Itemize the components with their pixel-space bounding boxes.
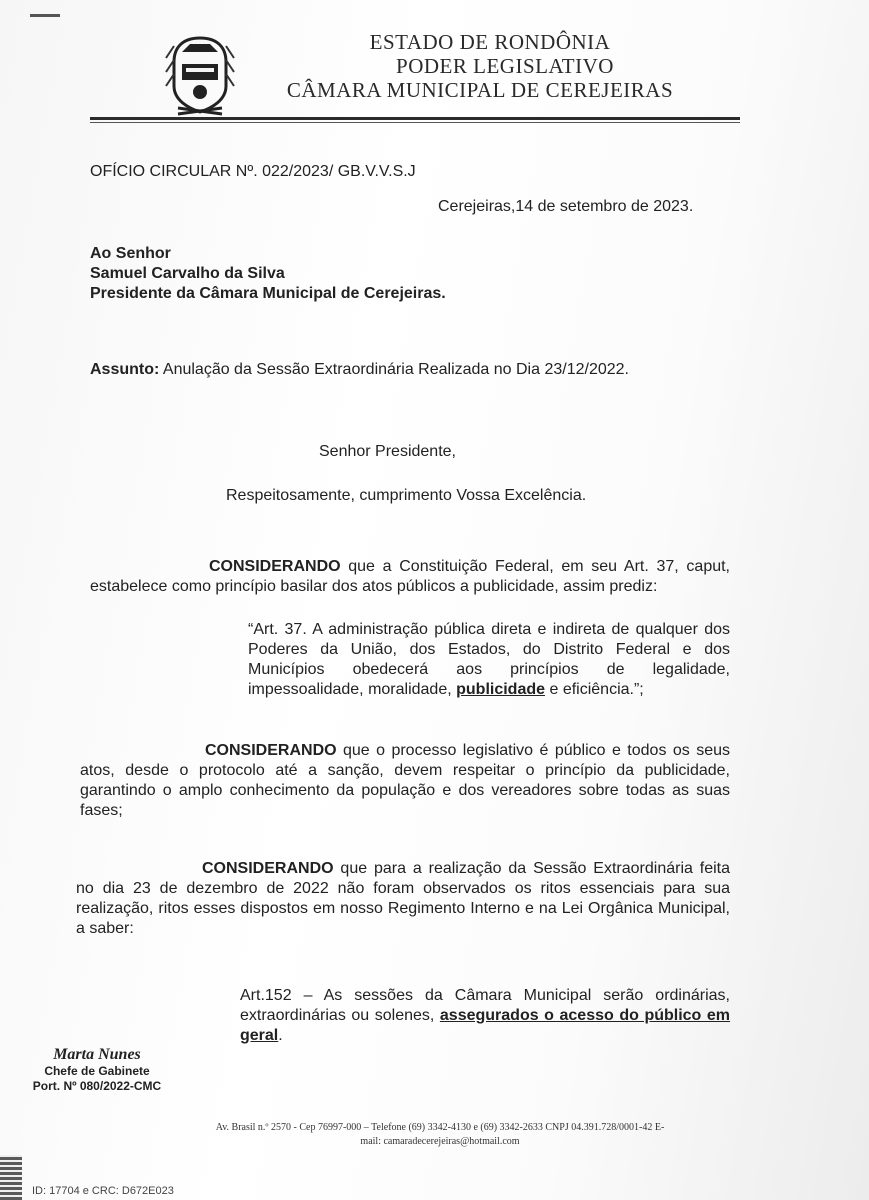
greeting: Respeitosamente, cumprimento Vossa Excelência.: [226, 487, 587, 504]
header-rule: [90, 117, 740, 120]
qr-code-icon: [0, 1155, 22, 1200]
subject-label: Assunto:: [90, 361, 160, 378]
quote-art-37: [248, 620, 730, 700]
recipient-title: Presidente da Câmara Municipal de Cerejeiras.: [90, 285, 446, 302]
scan-mark: [30, 14, 60, 17]
paragraph-2-text: que o processo legislativo é público e todos os seus atos, desde o protocolo até a sanção, devem respeitar o princípio da publicidade, garantindo o amplo conhecimento da população e dos vereadores sobre todas as suas fases;: [80, 742, 730, 819]
recipient-name: Samuel Carvalho da Silva: [90, 265, 285, 282]
signature-portaria: Port. Nº 080/2022-CMC: [32, 1079, 162, 1093]
signature-role: Chefe de Gabinete: [44, 1064, 150, 1078]
paragraph-1-text: que a Constituição Federal, em seu Art. 37, caput, estabelece como princípio basilar dos atos públicos a publicidade, assim prediz:: [90, 558, 730, 595]
coat-of-arms-icon: [160, 28, 240, 116]
considerando-paragraph-3: [76, 859, 730, 939]
paragraph-3-text: que para a realização da Sessão Extraordinária feita no dia 23 de dezembro de 2022 não foram observados os ritos essenciais para sua realização, ritos esses dispostos em nosso Regimento Interno e na Lei Orgânica Municipal, a saber:: [76, 860, 730, 937]
quote-2-emphasis: assegurados o acesso do público em geral: [240, 1007, 731, 1044]
recipient-line1: Ao Senhor: [90, 245, 171, 262]
signature-stamp: [12, 1046, 182, 1094]
subject-text: Anulação da Sessão Extraordinária Realizada no Dia 23/12/2022.: [159, 361, 629, 378]
quote-art-152: [240, 986, 730, 1046]
quote-2-end: .: [278, 1027, 283, 1044]
considerando-label: CONSIDERANDO: [209, 558, 341, 575]
letterhead: [250, 30, 730, 102]
quote-1-end: e eficiência.”;: [545, 681, 644, 698]
considerando-paragraph-2: [80, 741, 730, 821]
place-date: Cerejeiras,14 de setembro de 2023.: [438, 198, 694, 215]
footer-address: [150, 1121, 730, 1149]
header-rule-thin: [90, 122, 740, 123]
letterhead-branch: PODER LEGISLATIVO: [396, 54, 614, 78]
footer-line-2: mail: camaradecerejeiras@hotmail.com: [360, 1136, 520, 1147]
considerando-label: CONSIDERANDO: [202, 860, 334, 877]
document-reference: OFÍCIO CIRCULAR Nº. 022/2023/ GB.V.V.S.J: [90, 163, 416, 180]
letterhead-chamber: CÂMARA MUNICIPAL DE CEREJEIRAS: [286, 78, 674, 102]
letterhead-state: ESTADO DE RONDÔNIA: [369, 30, 611, 54]
salutation: Senhor Presidente,: [319, 443, 456, 460]
considerando-paragraph-1: [90, 557, 730, 597]
quote-1-emphasis: publicidade: [456, 681, 546, 698]
subject-line: [90, 360, 629, 380]
considerando-label: CONSIDERANDO: [205, 742, 337, 759]
quote-1-text: “Art. 37. A administração pública direta e indireta de qualquer dos Poderes da União, dos Estados, do Distrito Federal e dos Municípios obedecerá aos princípios de legalidade, impessoalidade, moralidade,: [248, 621, 730, 698]
document-id: ID: 17704 e CRC: D672E023: [32, 1185, 174, 1197]
footer-line-1: Av. Brasil n.º 2570 - Cep 76997-000 – Telefone (69) 3342-4130 e (69) 3342-2633 CNPJ 04.391.728/0001-42 E-: [215, 1122, 665, 1133]
quote-2-text: Art.152 – As sessões da Câmara Municipal serão ordinárias, extraordinárias ou solenes,: [240, 987, 730, 1024]
signature-name: Marta Nunes: [53, 1046, 141, 1063]
